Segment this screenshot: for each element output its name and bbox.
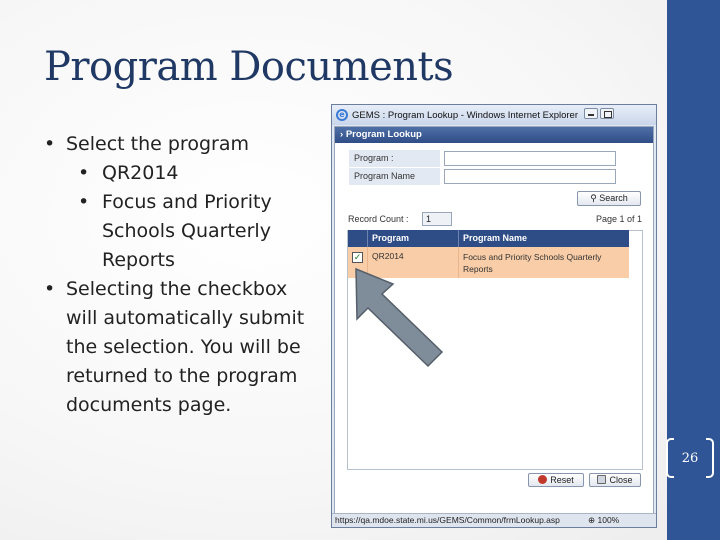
page-number-right-bracket	[706, 438, 714, 478]
record-count-value: 1	[422, 212, 452, 226]
column-header-program-name: Program Name	[458, 230, 629, 247]
sub-bullet-program-code: • QR2014	[44, 159, 319, 188]
page-info: Page 1 of 1	[596, 214, 643, 224]
program-row	[349, 150, 649, 167]
results-table	[348, 230, 629, 278]
page-number	[666, 438, 714, 478]
page-number-left-bracket	[666, 438, 674, 478]
lookup-panel-title: Program Lookup	[345, 129, 422, 140]
reset-button-label: Reset	[550, 475, 574, 485]
search-button[interactable]	[577, 191, 641, 206]
zoom-icon: ⊕	[588, 515, 598, 525]
close-icon	[597, 475, 606, 484]
record-count-label: Record Count :	[348, 214, 409, 224]
page-number-text: 26	[681, 450, 699, 466]
lookup-panel-header	[335, 127, 653, 143]
program-cell: QR2014	[367, 247, 458, 278]
bullet-list	[44, 130, 319, 420]
program-input[interactable]	[444, 151, 616, 166]
browser-status-bar	[332, 513, 656, 527]
search-button-label: Search	[599, 193, 628, 203]
reset-button[interactable]	[528, 473, 584, 487]
program-name-cell: Focus and Priority Schools Quarterly Reports	[458, 247, 629, 278]
browser-window-screenshot	[331, 104, 657, 528]
minimize-button[interactable]	[584, 108, 598, 119]
browser-window-title: GEMS : Program Lookup - Windows Internet Explorer	[352, 109, 578, 121]
zoom-value: 100%	[597, 515, 620, 525]
maximize-button[interactable]	[600, 108, 614, 119]
status-url: https://qa.mdoe.state.mi.us/GEMS/Common/frmLookup.asp	[335, 515, 560, 525]
close-button-label: Close	[609, 475, 633, 485]
program-name-row	[349, 168, 649, 185]
column-header-program: Program	[367, 230, 458, 247]
program-name-input[interactable]	[444, 169, 616, 184]
program-name-label: Program Name	[349, 168, 440, 185]
binoculars-icon: ⚲	[590, 193, 600, 203]
slide-title: Program Documents	[44, 44, 454, 90]
program-label: Program :	[349, 150, 440, 167]
zoom-level[interactable]	[588, 514, 619, 527]
results-header-row	[348, 230, 629, 247]
select-checkbox[interactable]: ✓	[353, 252, 362, 262]
reset-icon	[538, 475, 547, 484]
chevron-right-icon: ›	[340, 129, 346, 140]
close-button[interactable]	[589, 473, 641, 487]
browser-title-bar	[332, 105, 656, 125]
bullet-select-program: • Select the program	[44, 130, 319, 159]
bullet-checkbox-note: • Selecting the checkbox will automatically submit the selection. You will be returned to the program documents page.	[44, 275, 319, 420]
sub-bullet-program-name: • Focus and Priority Schools Quarterly Reports	[44, 188, 319, 275]
internet-explorer-icon: e	[336, 109, 348, 121]
select-cell	[348, 247, 367, 278]
lookup-content	[334, 126, 654, 514]
checkbox-column-header	[348, 230, 367, 247]
table-row[interactable]	[348, 247, 629, 278]
